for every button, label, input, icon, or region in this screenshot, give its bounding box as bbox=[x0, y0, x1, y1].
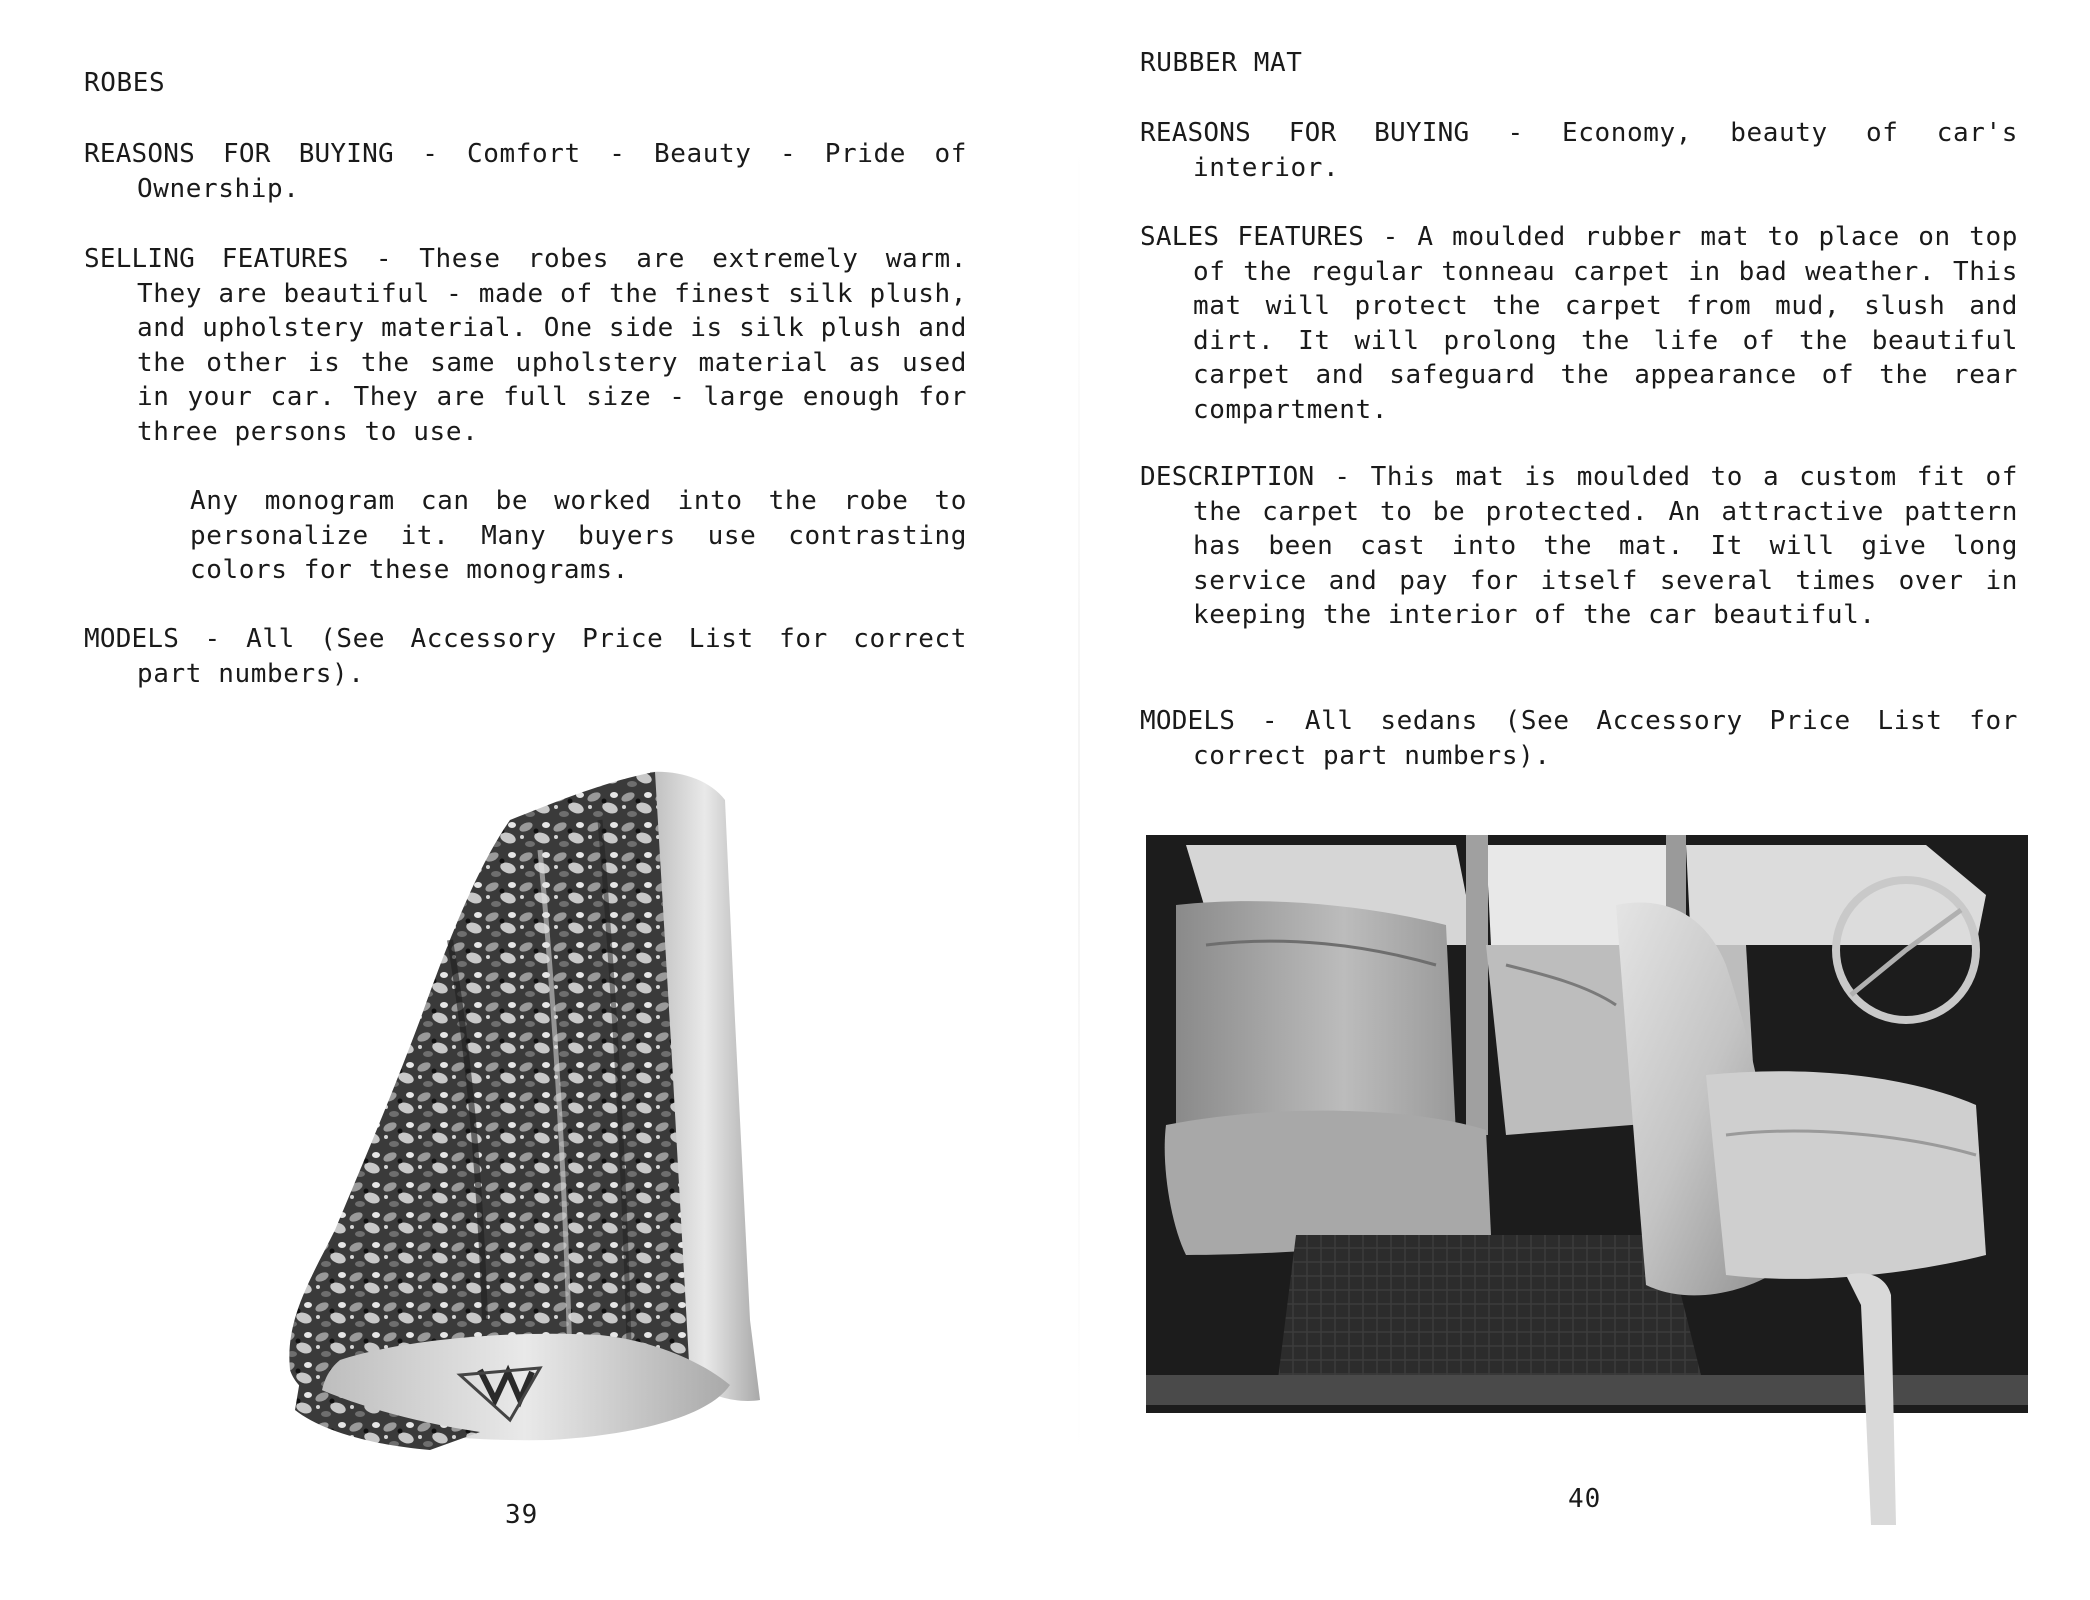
page-number-right: 40 bbox=[1568, 1484, 1602, 1514]
models-text: - All (See Accessory Price List for correct part numbers). bbox=[137, 624, 967, 689]
reasons-text: - Economy, beauty of car's interior. bbox=[1193, 118, 2018, 183]
monogram-section bbox=[137, 484, 967, 588]
page-number-left: 39 bbox=[505, 1500, 539, 1530]
selling-section bbox=[84, 242, 967, 449]
reasons-paragraph bbox=[84, 137, 967, 206]
folded-robe-photo bbox=[280, 760, 780, 1450]
selling-label: SELLING FEATURES bbox=[84, 244, 349, 274]
page-title: RUBBER MAT bbox=[1140, 48, 1303, 78]
description-text: - This mat is moulded to a custom fit of the carpet to be protected. An attractive pattern has been cast into the mat. It will give long service and pay for itself several times over in keeping the interior of the car beautiful. bbox=[1193, 462, 2018, 630]
models-paragraph bbox=[84, 622, 967, 691]
reasons-paragraph bbox=[1140, 116, 2018, 185]
selling-paragraph bbox=[84, 242, 967, 449]
models-paragraph bbox=[1140, 704, 2018, 773]
reasons-text: - Comfort - Beauty - Pride of Ownership. bbox=[137, 139, 967, 204]
models-section bbox=[84, 622, 967, 691]
reasons-section bbox=[1140, 116, 2018, 185]
reasons-label: REASONS FOR BUYING bbox=[1140, 118, 1470, 148]
description-section bbox=[1140, 460, 2018, 633]
reasons-section bbox=[84, 137, 967, 206]
sales-paragraph bbox=[1140, 220, 2018, 427]
page-title: ROBES bbox=[84, 68, 166, 98]
sales-text: - A moulded rubber mat to place on top of the regular tonneau carpet in bad weather. This mat will protect the carpet from mud, slush and dirt. It will prolong the life of the beautiful carpet and safeguard the appearance of the rear compartment. bbox=[1193, 222, 2018, 425]
description-paragraph bbox=[1140, 460, 2018, 633]
right-page bbox=[1080, 0, 2090, 1600]
sales-section bbox=[1140, 220, 2018, 427]
sales-label: SALES FEATURES bbox=[1140, 222, 1365, 252]
models-label: MODELS bbox=[84, 624, 180, 654]
models-label: MODELS bbox=[1140, 706, 1236, 736]
models-section bbox=[1140, 704, 2018, 773]
sedan-interior-photo bbox=[1146, 835, 2028, 1525]
selling-text: - These robes are extremely warm. They are beautiful - made of the finest silk plush, and upholstery material. One side is silk plush and the other is the same upholstery material as used in your car. They are full size - large enough for three persons to use. bbox=[137, 244, 967, 447]
reasons-label: REASONS FOR BUYING bbox=[84, 139, 394, 169]
description-label: DESCRIPTION bbox=[1140, 462, 1315, 492]
models-text: - All sedans (See Accessory Price List for correct part numbers). bbox=[1193, 706, 2018, 771]
monogram-paragraph: Any monogram can be worked into the robe to personalize it. Many buyers use contrasting colors for these monograms. bbox=[190, 486, 967, 585]
